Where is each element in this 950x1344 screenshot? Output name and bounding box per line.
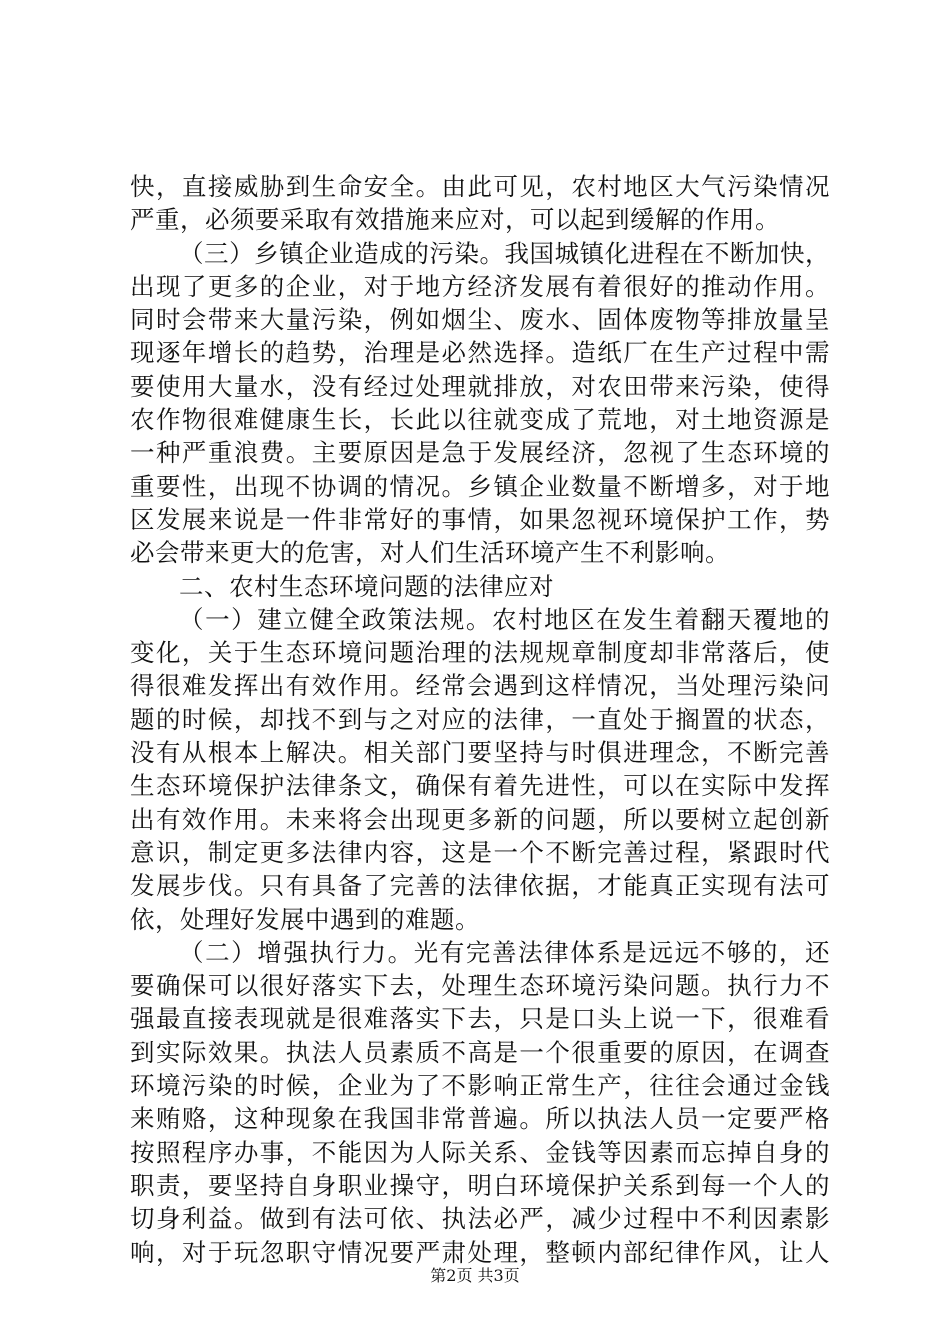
text-line: 重要性，出现不协调的情况。乡镇企业数量不断增多，对于地: [130, 471, 830, 501]
text-line: 按照程序办事，不能因为人际关系、金钱等因素而忘掉自身的: [130, 1137, 830, 1167]
text-line: 严重，必须要采取有效措施来应对，可以起到缓解的作用。: [130, 205, 780, 235]
text-line: 发展步伐。只有具备了完善的法律依据，才能真正实现有法可: [130, 871, 830, 901]
text-line: 区发展来说是一件非常好的事情，如果忽视环境保护工作，势: [130, 504, 830, 534]
text-line: 环境污染的时候，企业为了不影响正常生产，往往会通过金钱: [130, 1071, 830, 1101]
page-footer: 第2页 共3页: [430, 1266, 520, 1285]
body-text: [130, 170, 830, 1269]
text-line: 要确保可以很好落实下去，处理生态环境污染问题。执行力不: [130, 971, 830, 1001]
section-heading: 二、农村生态环境问题的法律应对: [179, 571, 554, 601]
text-line: 出现了更多的企业，对于地方经济发展有着很好的推动作用。: [130, 271, 830, 301]
text-line: 得很难发挥出有效作用。经常会遇到这样情况，当处理污染问: [130, 671, 830, 701]
text-line: （三）乡镇企业造成的污染。我国城镇化进程在不断加快，: [179, 238, 830, 268]
text-line: 来贿赂，这种现象在我国非常普遍。所以执法人员一定要严格: [130, 1104, 830, 1134]
text-line: 变化，关于生态环境问题治理的法规规章制度却非常落后，使: [130, 638, 830, 668]
text-line: 响，对于玩忽职守情况要严肃处理，整顿内部纪律作风，让人: [130, 1237, 830, 1267]
text-line: 同时会带来大量污染，例如烟尘、废水、固体废物等排放量呈: [130, 305, 830, 335]
text-line: （一）建立健全政策法规。农村地区在发生着翻天覆地的: [179, 604, 830, 634]
text-line: 出有效作用。未来将会出现更多新的问题，所以要树立起创新: [130, 804, 830, 834]
text-line: 切身利益。做到有法可依、执法必严，减少过程中不利因素影: [130, 1204, 830, 1234]
text-line: 没有从根本上解决。相关部门要坚持与时俱进理念，不断完善: [130, 738, 830, 768]
text-line: 农作物很难健康生长，长此以往就变成了荒地，对土地资源是: [130, 405, 830, 435]
text-line: 意识，制定更多法律内容，这是一个不断完善过程，紧跟时代: [130, 837, 830, 867]
text-line: 必会带来更大的危害，对人们生活环境产生不利影响。: [130, 538, 730, 568]
text-line: （二）增强执行力。光有完善法律体系是远远不够的，还: [179, 937, 830, 967]
text-line: 要使用大量水，没有经过处理就排放，对农田带来污染，使得: [130, 371, 830, 401]
text-line: 生态环境保护法律条文，确保有着先进性，可以在实际中发挥: [130, 771, 830, 801]
text-line: 快，直接威胁到生命安全。由此可见，农村地区大气污染情况: [130, 172, 830, 201]
text-line: 现逐年增长的趋势，治理是必然选择。造纸厂在生产过程中需: [130, 338, 830, 368]
text-line: 职责，要坚持自身职业操守，明白环境保护关系到每一个人的: [130, 1170, 830, 1200]
text-line: 依，处理好发展中遇到的难题。: [130, 904, 480, 934]
text-line: 题的时候，却找不到与之对应的法律，一直处于搁置的状态，: [130, 704, 830, 734]
text-line: 一种严重浪费。主要原因是急于发展经济，忽视了生态环境的: [130, 438, 830, 468]
text-line: 强最直接表现就是很难落实下去，只是口头上说一下，很难看: [130, 1004, 830, 1034]
text-line: 到实际效果。执法人员素质不高是一个很重要的原因，在调查: [130, 1037, 830, 1067]
